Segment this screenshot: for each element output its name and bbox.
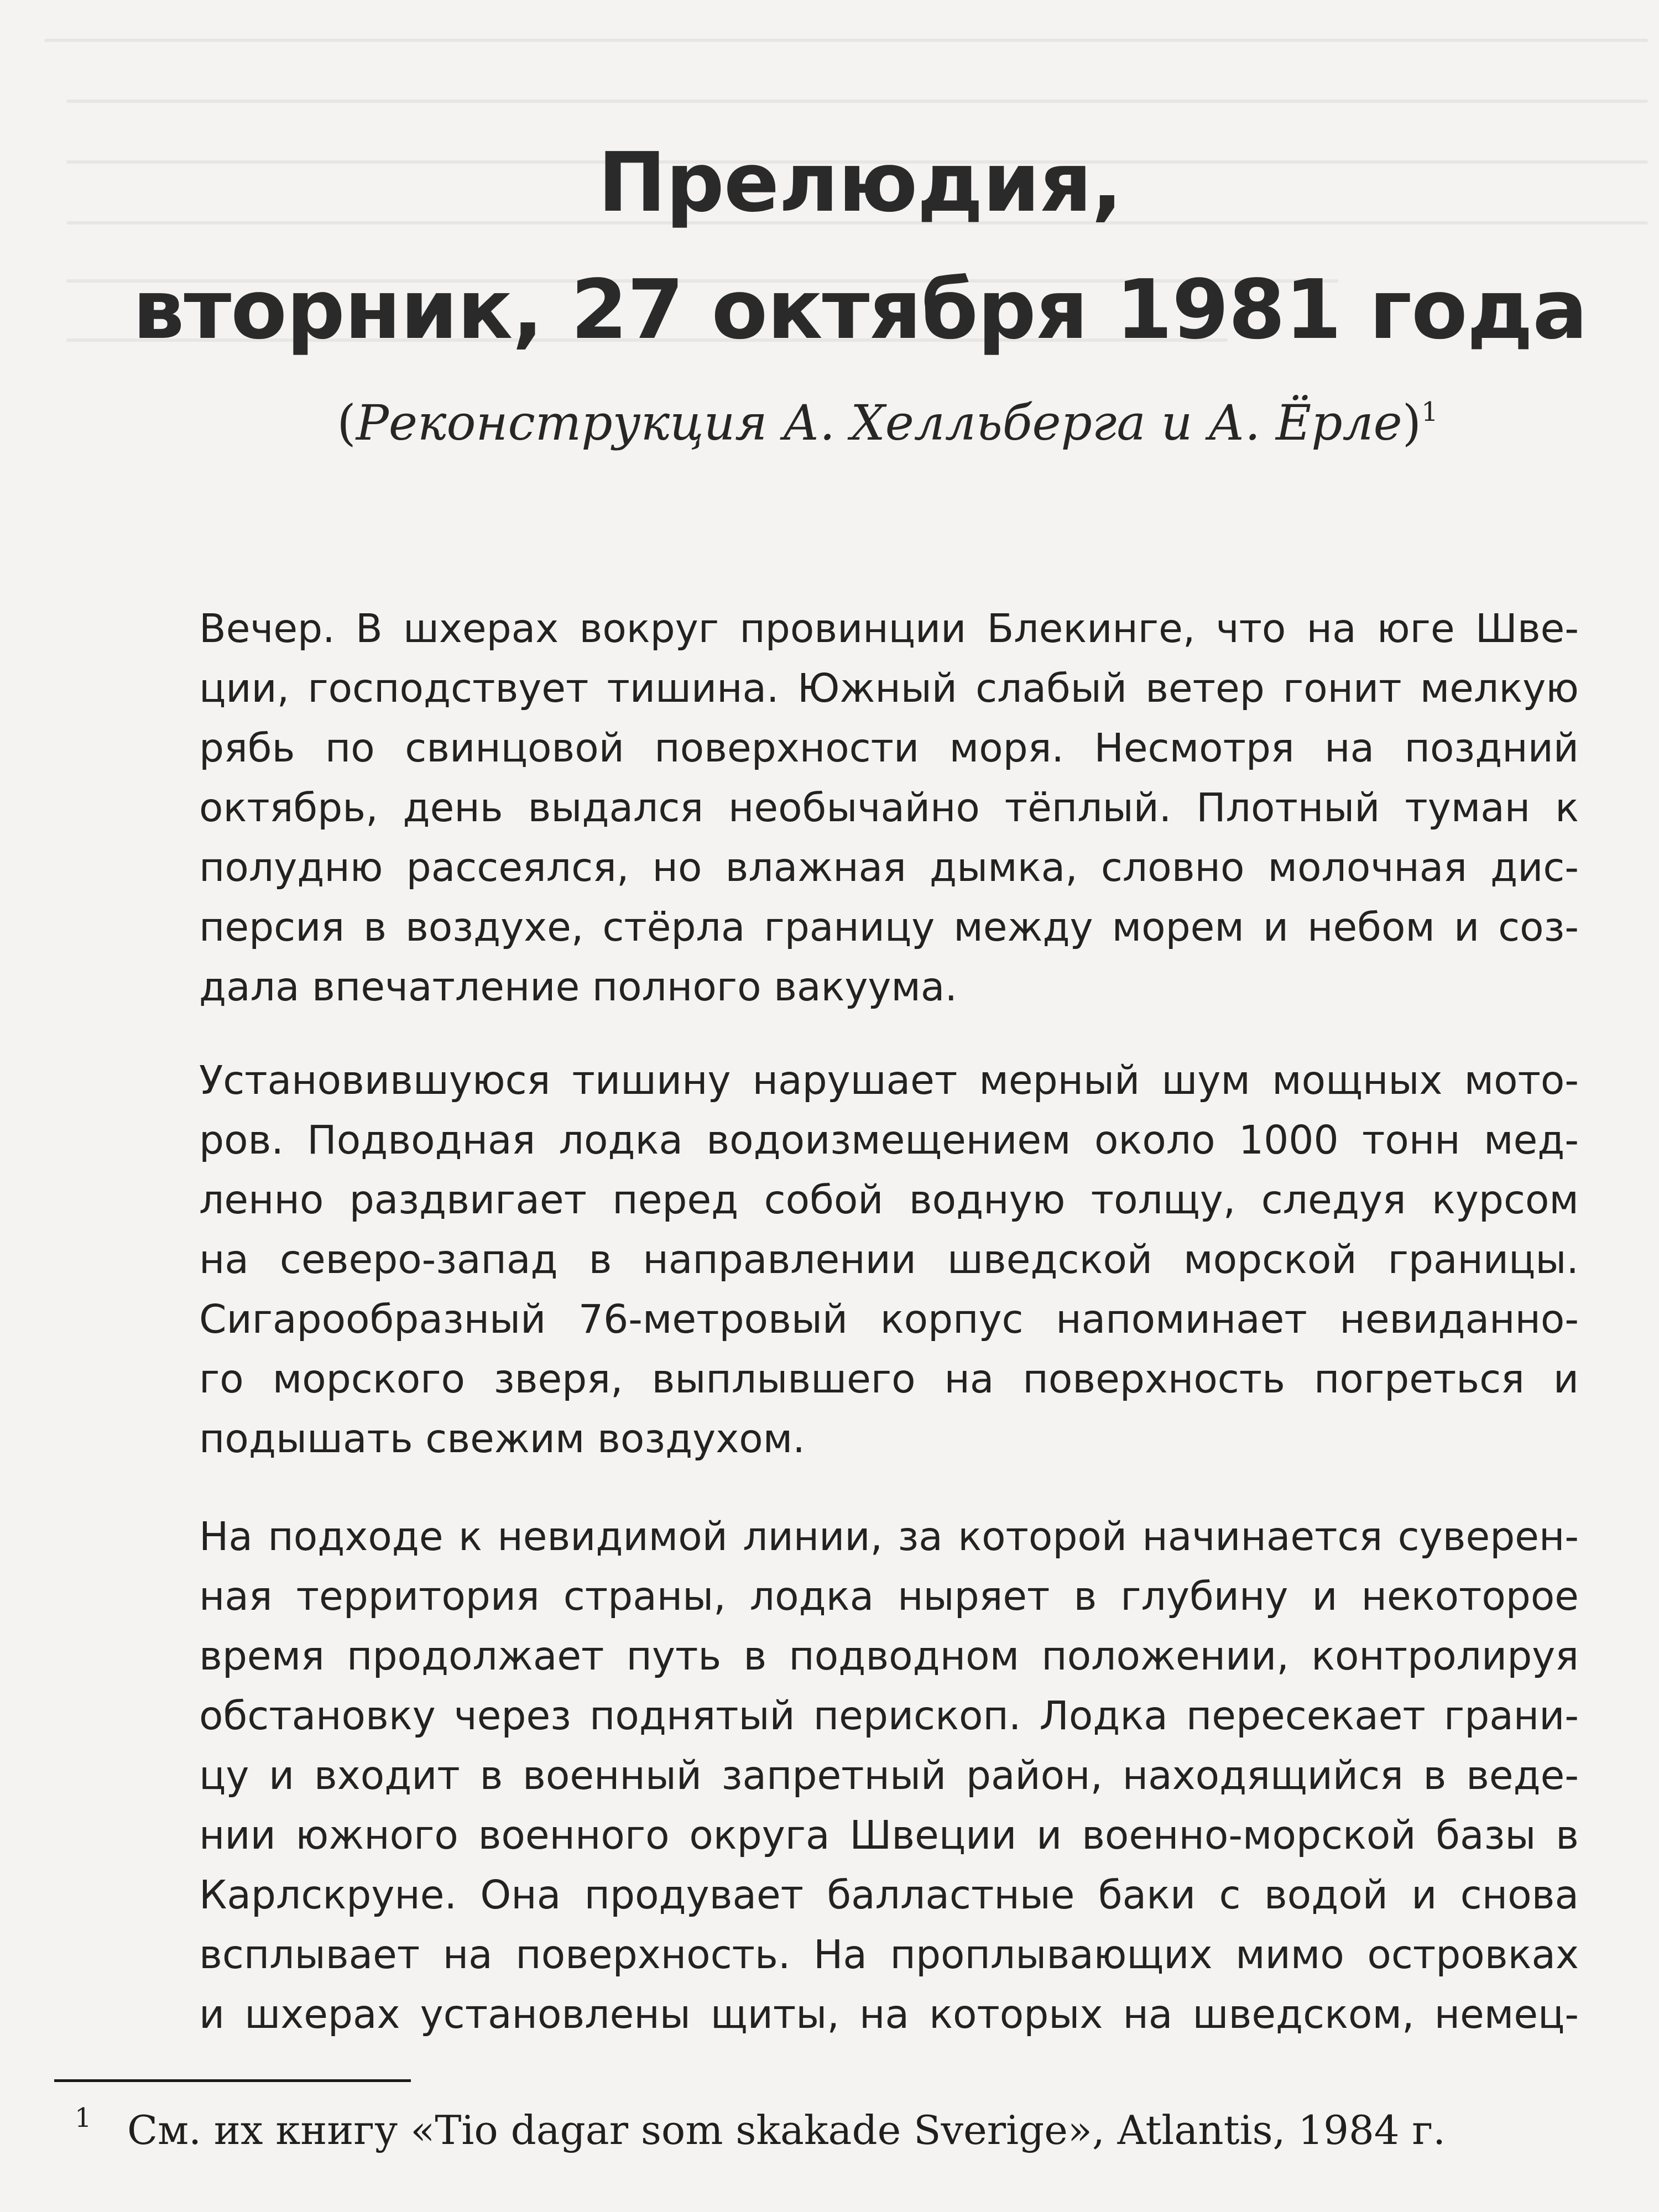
footnote-text: См. их книгу «Tio dagar som skakade Sverige», Atlantis, 1984 г. bbox=[127, 2107, 1446, 2153]
footnote bbox=[75, 2100, 1446, 2161]
text-line: дала впечатление полного вакуума. bbox=[199, 964, 958, 1010]
text-line: го морского зверя, выплывшего на поверхность погреться и bbox=[199, 1356, 1579, 1402]
subtitle-open-paren: ( bbox=[337, 394, 356, 451]
text-line: Сигарообразный 76-метровый корпус напоминает невиданно- bbox=[199, 1296, 1579, 1342]
chapter-subtitle bbox=[0, 387, 1659, 459]
paragraph-3 bbox=[199, 1507, 1579, 2044]
text-line: рябь по свинцовой поверхности моря. Несмотря на поздний bbox=[199, 725, 1579, 771]
text-line: подышать свежим воздухом. bbox=[199, 1416, 805, 1462]
footnote-reference: 1 bbox=[1421, 397, 1438, 427]
text-line: нии южного военного округа Швеции и военно-морской базы в bbox=[199, 1812, 1579, 1858]
text-line: Вечер. В шхерах вокруг провинции Блекинге, что на юге Шве- bbox=[199, 606, 1579, 651]
bleed-through-line bbox=[66, 100, 1648, 103]
chapter-title-line-2: вторник, 27 октября 1981 года bbox=[132, 262, 1588, 357]
footnote-number: 1 bbox=[75, 2103, 92, 2133]
chapter-title-line-1: Прелюдия, bbox=[598, 135, 1122, 230]
paragraph-2 bbox=[199, 1051, 1579, 1469]
text-line: и шхерах установлены щиты, на которых на шведском, немец- bbox=[199, 1991, 1579, 2037]
text-line: ров. Подводная лодка водоизмещением около 1000 тонн мед- bbox=[199, 1117, 1579, 1163]
text-line: ленно раздвигает перед собой водную толщу, следуя курсом bbox=[199, 1177, 1579, 1223]
text-line: Установившуюся тишину нарушает мерный шум мощных мото- bbox=[199, 1057, 1579, 1103]
text-line: на северо-запад в направлении шведской морской границы. bbox=[199, 1237, 1579, 1282]
text-line: Карлскруне. Она продувает балластные баки с водой и снова bbox=[199, 1872, 1579, 1918]
text-line: октябрь, день выдался необычайно тёплый. Плотный туман к bbox=[199, 785, 1579, 831]
text-line: время продолжает путь в подводном положении, контролируя bbox=[199, 1633, 1579, 1679]
text-line: обстановку через поднятый перископ. Лодка пересекает грани- bbox=[199, 1693, 1579, 1739]
paragraph-1 bbox=[199, 599, 1579, 1017]
text-line: ная территория страны, лодка ныряет в глубину и некоторое bbox=[199, 1573, 1579, 1619]
text-line: полудню рассеялся, но влажная дымка, словно молочная дис- bbox=[199, 844, 1579, 890]
text-line: ции, господствует тишина. Южный слабый ветер гонит мелкую bbox=[199, 665, 1579, 711]
text-line: персия в воздухе, стёрла границу между морем и небом и соз- bbox=[199, 904, 1579, 950]
text-line: всплывает на поверхность. На проплывающих мимо островках bbox=[199, 1932, 1579, 1978]
bleed-through-line bbox=[44, 39, 1648, 42]
subtitle-text: Реконструкция А. Хелльберга и А. Ёрле bbox=[356, 394, 1402, 451]
footnote-divider bbox=[54, 2079, 411, 2082]
subtitle-close-paren: ) bbox=[1402, 394, 1422, 451]
text-line: цу и входит в военный запретный район, находящийся в веде- bbox=[199, 1752, 1579, 1798]
text-line: На подходе к невидимой линии, за которой начинается суверен- bbox=[199, 1514, 1579, 1559]
